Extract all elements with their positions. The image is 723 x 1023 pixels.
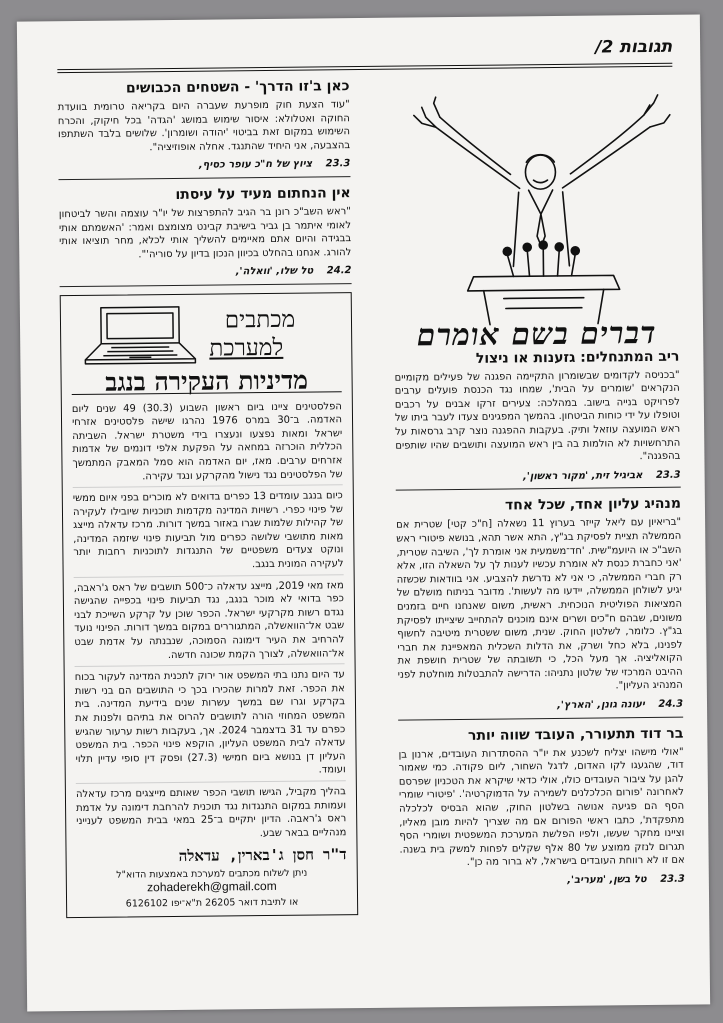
letter-paragraph: הפלסטינים ציינו ביום ראשון השבוע (30.3) 49 שנים ליום האדמה. ב־30 במרס 1976 נהרגו שישה פלסטינים אזרחי ישראל ומאות נפצעו ונעצרו בידי משטרת ישראל. השביתה הכללית הוכרזה במחאה על הפקעת אלפי דונמים של אדמות אזרחים ערבים. מאז, יום האדמה הוא סמל המאבק המתמשך של הפלסטינים נגד נישול מהקרקע ונגד עקירה. bbox=[72, 400, 343, 488]
letters-header bbox=[71, 299, 342, 374]
letters-title-line2: למערכת bbox=[209, 334, 284, 362]
credit-date: 23.3 bbox=[325, 158, 351, 170]
contact-email[interactable]: zohaderekh@gmail.com bbox=[147, 878, 277, 895]
letter-paragraph: כיום בנגב עומדים 13 כפרים בדואים לא מוכרים בפני איום ממשי של פינוי כפרי. רשויות המדינה מקדמות תוכניות שיובילו לעקירה של קהילות שלמות שגרו באזור במשך דורות. מרכז עדאלה מייצג מאות מתושבי שלושה כפרים מול תביעות פינוי שיזמה המדינה, ונוקט צעדים משפטיים של התנגדות לתוכניות רחבות יותר לעקירה המונית בנגב. bbox=[73, 489, 344, 577]
article-credit bbox=[58, 157, 350, 180]
credit-date: 24.3 bbox=[658, 698, 684, 710]
letter-signature: ד"ר חסן ג'בארין, עדאלה bbox=[178, 845, 347, 866]
article-shin-bet bbox=[59, 185, 352, 287]
credit-author: טל שלו, 'וואלה', bbox=[235, 265, 314, 278]
laptop-icon bbox=[75, 303, 206, 366]
article-credit bbox=[59, 264, 351, 287]
right-column bbox=[391, 75, 685, 984]
credit-author: טל בשן, 'מעריב', bbox=[567, 874, 647, 886]
politician-podium-cartoon-icon bbox=[391, 75, 679, 328]
article-settlers bbox=[394, 348, 680, 491]
article-supreme-leader bbox=[396, 496, 683, 720]
article-headline: אין הנחתום מעיד על עיסתו bbox=[175, 185, 351, 203]
credit-date: 23.3 bbox=[660, 873, 685, 885]
article-bar-david bbox=[398, 725, 685, 894]
letters-title bbox=[185, 305, 336, 363]
article-headline: בר דוד תתעורר, העובד שווה יותר bbox=[467, 725, 684, 744]
credit-author: ציוץ של ח"כ עופר כסיף, bbox=[198, 158, 313, 172]
article-body: "עוד הצעת חוק מופרעת שעברה היום בקריאה טרומית בוועדת החוקה ואטלולא: איסור שימוש במושג 'הגדה' בכל חיקוק, והכרח השימוש במקום זאת בביטוי 'יהודה ושומרון'. שלושים בלבד השתתפו בהצבעה, אני היחיד שהתנגד. אחלה אופוזיציה". bbox=[57, 99, 351, 154]
article-credit bbox=[400, 873, 685, 895]
article-credit bbox=[398, 698, 683, 721]
article-credit bbox=[396, 468, 681, 491]
letter-paragraph: עד היום נתנו בתי המשפט אור ירוק לתכנית המדינה לעקור בכוח את הכפר. זאת למרות שהכירו בכך כי התושבים הם בני רשות בקרקע וגרו שם במשך עשרות שנים בידיעת המדינה. בית המשפט המחוזי הורה לתושבים להרוס את בתיהם ולפנות את כפרם עד 31 בדצמבר 2024. אך, בעקבות רשות ערעור שהגיש עדאלה לבית המשפט העליון, הוקפא פינוי הכפר. בית המשפט העליון דן בנושא ביום חמישי (27.3) ופסק דין סופי עדיין תלוי ועומד. bbox=[75, 668, 346, 784]
column-title: דברים בשם אומרם bbox=[416, 315, 657, 354]
credit-date: 24.2 bbox=[326, 265, 352, 277]
article-body: "בכניסה לקדומים שבשומרון התקיימה הפגנה של פעילים מקומיים הנקראים 'שומרים על הבית', שמחו נגד הכנסת פועלים ערבים לפרויקט בנייה בישוב. במהלכה: צעירים זרקו אבנים על רכבים וטופלו על ידי כוחות הביטחון. בהמשך המפגינים צעדו לעבר ביתו של ראש המועצה עוזאל ותיק. בעקבות ההפגנה נוצר קרב גרסאות על התרחשויות לא הולמות בה בין ראש המועצה ותושבים שהיו שותפים בהפגנה". bbox=[394, 369, 681, 463]
letter-paragraph: מאז מאי 2019, מייצג עדאלה כ־500 תושבים של ראס ג'ראבה, כפר בדואי לא מוכר בנגב, נגד תביעות פינוי בכפייה שהגישה נגדם רשות מקרקעי ישראל. הכפר שוכן על קרקע השייכת לבני שבט אל־הוואשלה, המתגוררים במקום במשך דורות. הפינוי נועד להרחיב את העיר דימונה הסמוכה, שנבנתה על אדמת שבט אל־הוואשלה, לצורך הקמת שכונה חדשה. bbox=[74, 579, 345, 667]
article-occupied-territories bbox=[57, 78, 350, 180]
article-headline: ריב המתנחלים: גזענות או ניצול bbox=[475, 348, 680, 367]
letters-to-editor-box bbox=[60, 292, 359, 918]
credit-date: 23.3 bbox=[655, 469, 681, 481]
page-header bbox=[57, 37, 672, 73]
article-headline: כאן ב'זו הדרך' - השטחים הכבושים bbox=[125, 78, 350, 97]
page-title: תגובות 2/ bbox=[589, 37, 672, 58]
article-body: "ראש השב"כ רונן בר הגיב להתפרצות של יו"ר עוצמה והשר לביטחון לאומי איתמר בן גביר בישיבת קבינט מצומצם ואמר: 'האשמתם אותי בבגידה והיום אתם מאיימים להשליך אותי לכלא, מחר תוציאו אותי להורג. אנחנו בהחלט בכיוון הנכון בדיון על סוריה'". bbox=[58, 206, 352, 261]
credit-author: אביגיל זית, 'מקור ראשון', bbox=[522, 469, 643, 483]
postal-address: או לתיבת דואר 26205 ת"א־יפו 6126102 bbox=[125, 896, 299, 910]
newspaper-page bbox=[17, 14, 710, 1011]
letter-headline: מדיניות העקירה בנגב bbox=[72, 373, 342, 394]
credit-author: יעונה גונן, 'הארץ', bbox=[557, 699, 645, 712]
letters-title-line1: מכתבים bbox=[224, 306, 296, 334]
contact-line: ניתן לשלוח מכתבים למערכת באמצעות הדוא"ל bbox=[116, 867, 308, 881]
article-body: "בריאיון עם ליאל קייזר בערוץ 11 נשאלה [ח"כ קטי] שטרית אם הממשלה תציית לפסיקת בג"ץ, התא אשר תהא, בנושא פיטורי ראש השב"כ או היועמ"שית. 'חד־משמעית אני אומרת לך', השיבה שטרית, 'אני כחברת כנסת לא אומרת עכשיו לענות לך על השאלה הזו, אלא רק חברי הממשלה, כי אני לא נדרשת להצביע. אני בוודאות שכשזה יגיע לשולחן הממשלה, יידעו מה לעשות'. מדובר בניתוח מושלם של המציאות הפוליטית הנוכחית. ראשית, משום שאנחנו חיים בזמנים משונים, שבהם ח"כים ושרים אינם מוכנים להתחייב שיצייתו לפסיקת בג"ץ. כלומר, לשלטון החוק. שנית, משום ששטרית מיטיבה לחשוף לפנינו, בלא כחל ושרק, את הדלות השכלית המאפיינת את חברי הקואליציה. אך מעל הכל, כי תשובתה של שטרית חושפת את ההיבט המרכזי של שלטון נתניהו: הדרישה להתבטלות מוחלטת לפני המנהיג העליון". bbox=[396, 517, 683, 692]
letter-paragraph: בהליך מקביל, הגישו תושבי הכפר שאותם מייצגים מרכז עדאלה ועמותת במקום התנגדות נגד תוכנית להרחבת דימונה על אדמת ראס ג'ראבה. הדיון יתקיים ב־25 במאי בבית המשפט לענייני מנהליים בבאר שבע. bbox=[75, 786, 347, 839]
article-body: "אולי מישהו יצליח לשכנע את יו"ר ההסתדרות העובדים, ארנון בן דוד, שהגעגו לקו האדום, לדגל השחור, ליום פקודה. כמי שאמור להגן על ציבור העובדים כולו, אולי כדאי שיקרא את הטכניון שפרסם לאחרונה 'פורום הכלכלנים לשמירה על הדמוקרטיה'. 'פיטורי שומרי הסף הם פגיעה אנושה בשלטון החוק, שהוא הבסיס לכלכלה מתפקדת', כתבו ראשי הפורום אם מה שצריך להיות מובן מאליו, וציינו מחקר שעשו, ולפיו הפלשת המערכת המשפטית ושומרי הסף תגרום לנזק ממוצע של 80 אלף שקלים לפחות למשק בית בשנה. אם זו לא רווחת העובדים בישראל, לא ברור מה כן". bbox=[398, 746, 685, 869]
left-column bbox=[57, 78, 358, 987]
article-headline: מנהיג עליון אחד, שכל אחד bbox=[504, 496, 682, 514]
